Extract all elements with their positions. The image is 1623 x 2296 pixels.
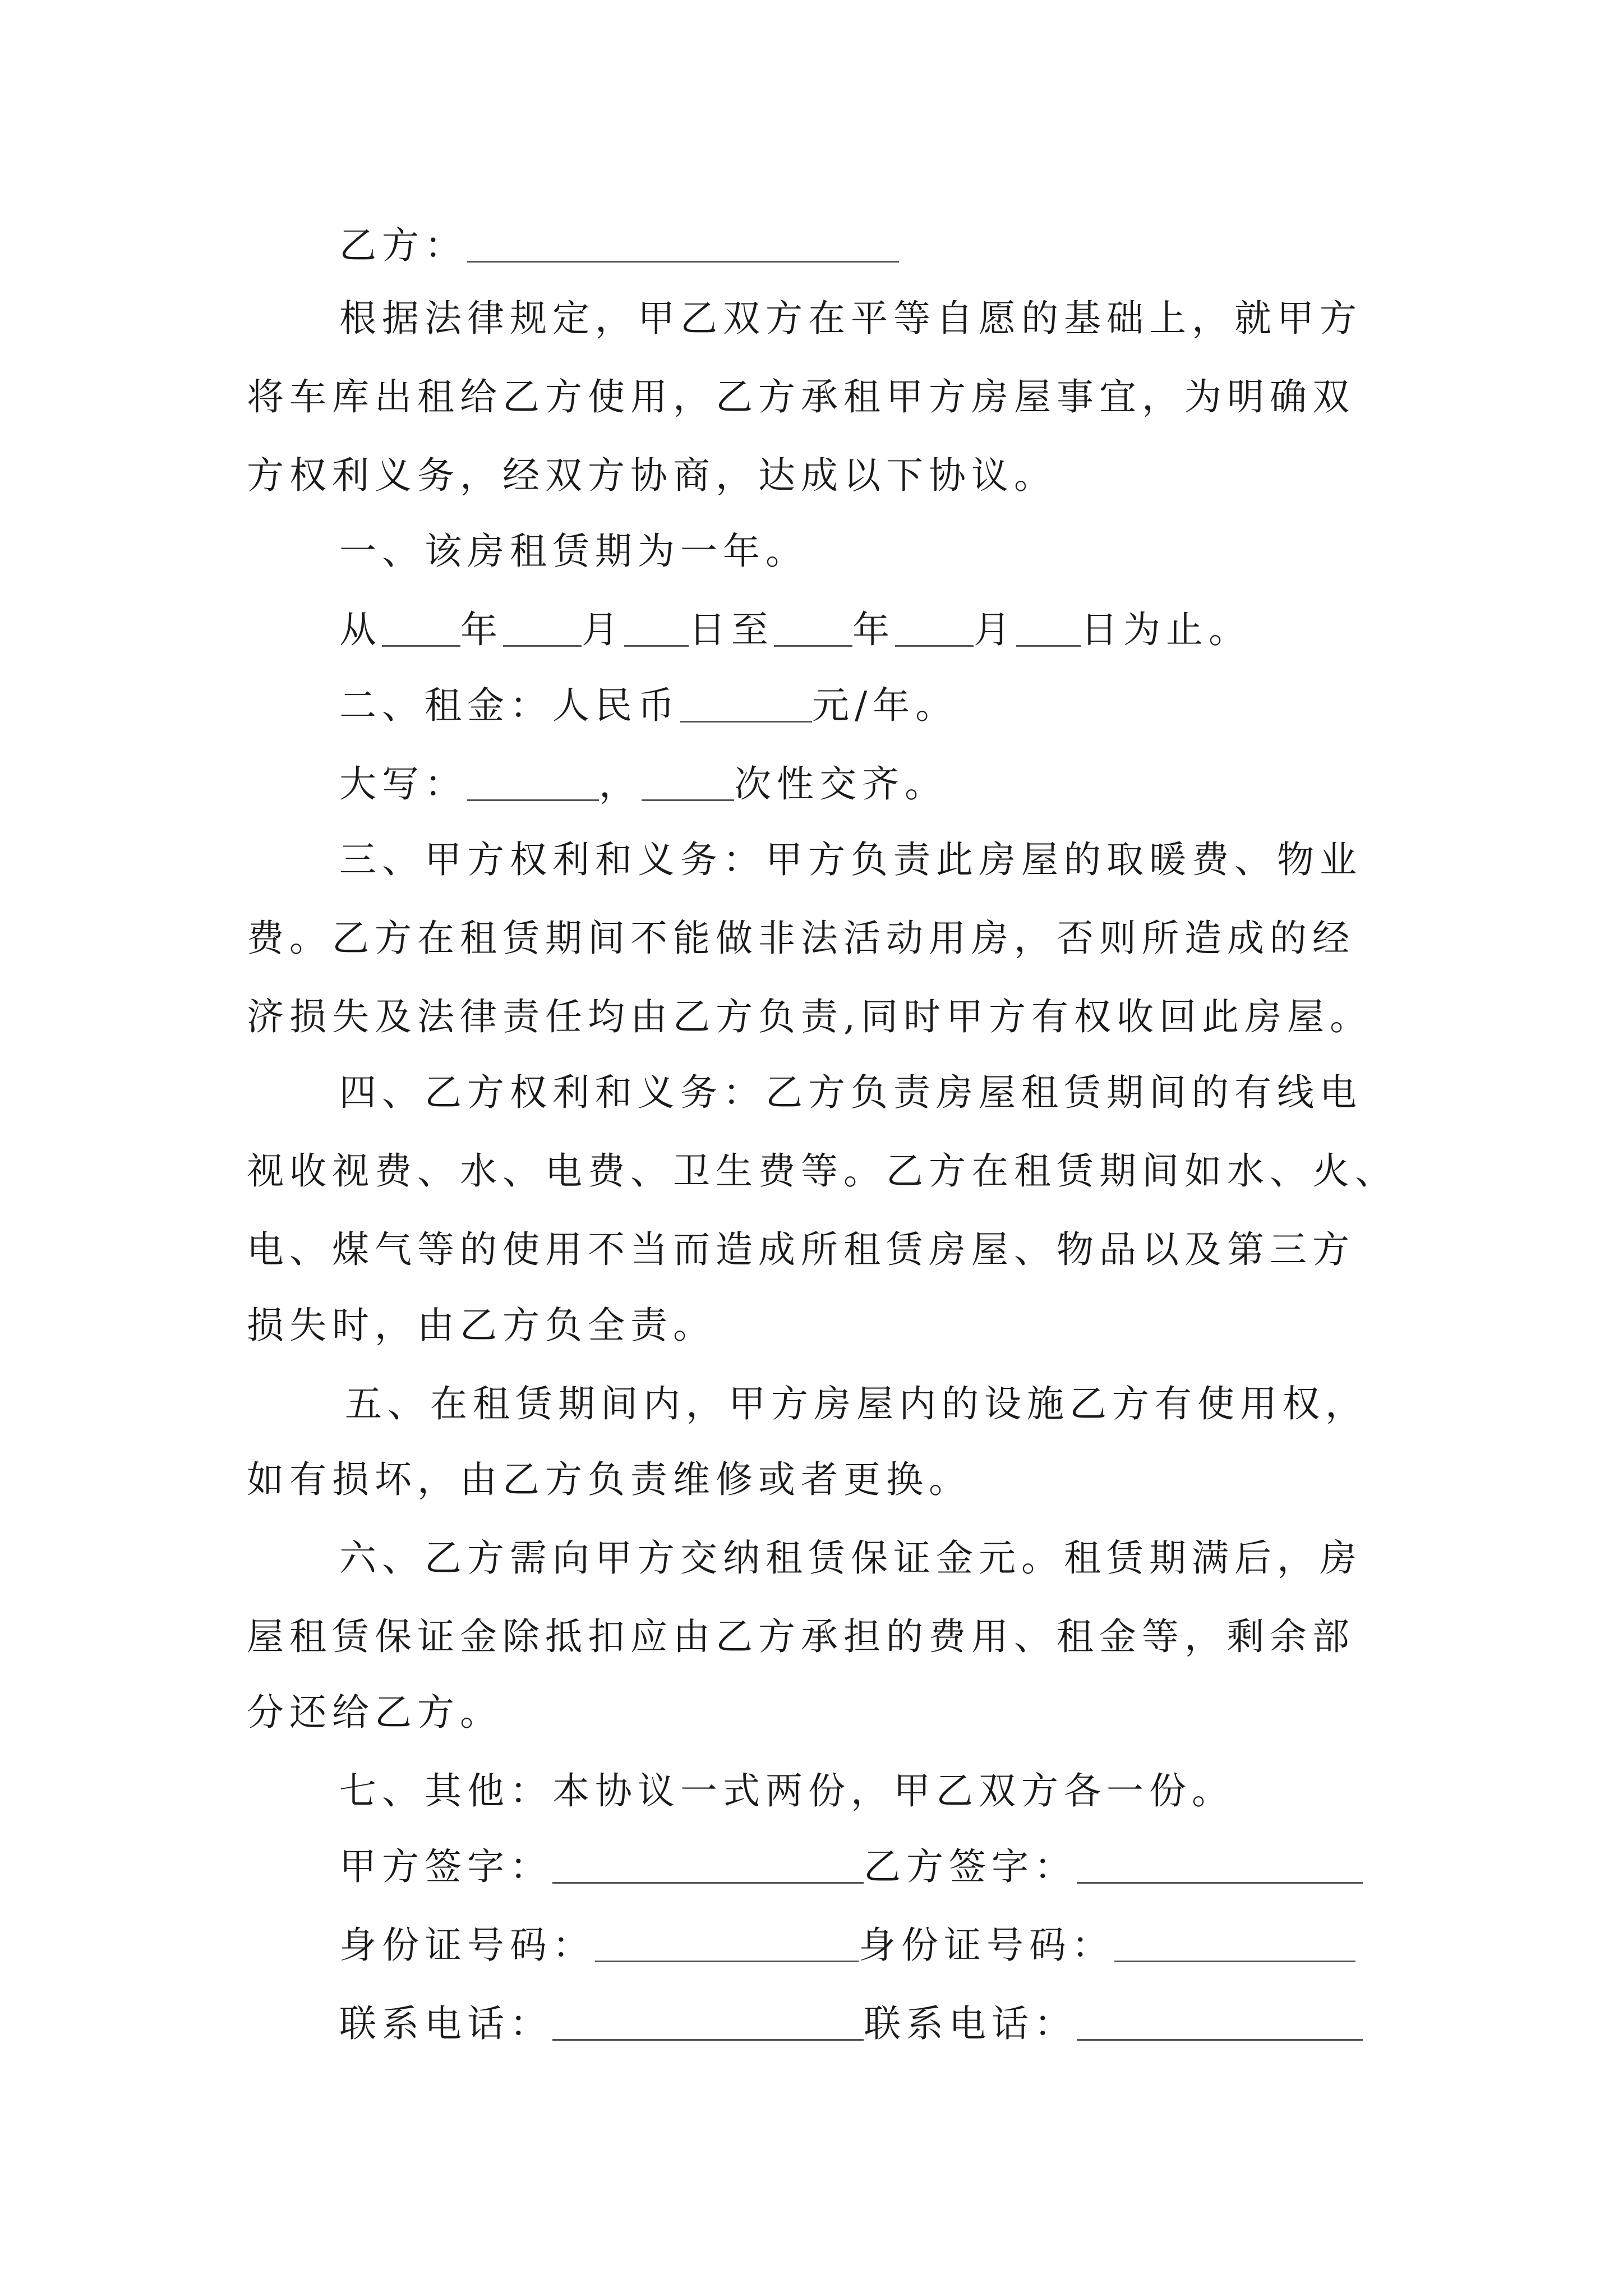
party-b-line [339, 219, 1506, 273]
clause4-line-2: 视收视费、水、电费、卫生费等。乙方在租赁期间如水、火、 [247, 1149, 1398, 1193]
start-day-blank[interactable] [624, 608, 689, 647]
party-b-phone-label: 联系电话： [864, 2002, 1077, 2045]
clause3-line-1: 三、甲方权利和义务：甲方负责此房屋的取暖费、物业 [339, 838, 1362, 881]
party-b-sign-blank[interactable] [1077, 1845, 1363, 1884]
clause3-line-2: 费。乙方在租赁期间不能做非法活动用房，否则所造成的经 [247, 917, 1355, 960]
party-b-id-blank[interactable] [1114, 1924, 1355, 1962]
party-a-sign-label: 甲方签字： [339, 1845, 552, 1888]
clause6-line-2: 屋租赁保证金除抵扣应由乙方承担的费用、租金等，剩余部 [247, 1615, 1355, 1658]
rent-suffix: 元/年。 [812, 684, 958, 727]
year-label: 年 [460, 608, 503, 651]
party-b-id-label: 身份证号码： [859, 1924, 1114, 1967]
rent-prefix: 二、租金：人民币 [339, 684, 680, 727]
party-b-blank[interactable] [467, 224, 899, 263]
clause4-line-1: 四、乙方权利和义务：乙方负责房屋租赁期间的有线电 [339, 1071, 1362, 1114]
month-label: 月 [582, 608, 624, 651]
once-label: 次性交齐。 [734, 762, 947, 806]
daxie-label: 大写： [339, 762, 467, 806]
rent-amount-blank[interactable] [680, 684, 812, 723]
party-b-label: 乙方： [339, 224, 467, 267]
from-label: 从 [339, 608, 382, 651]
id-number-row [339, 1918, 1506, 1972]
intro-line-2: 将车库出租给乙方使用，乙方承租甲方房屋事宜，为明确双 [247, 375, 1355, 418]
clause1-period-line [339, 603, 1506, 657]
end-month-blank[interactable] [895, 608, 974, 647]
party-a-id-label: 身份证号码： [339, 1924, 595, 1967]
year2-label: 年 [852, 608, 895, 651]
intro-line-1: 根据法律规定，甲乙双方在平等自愿的基础上，就甲方 [339, 297, 1362, 340]
intro-line-3: 方权利义务，经双方协商，达成以下协议。 [247, 454, 1057, 497]
signature-row [339, 1840, 1506, 1894]
clause1-title: 一、该房租赁期为一年。 [339, 530, 808, 573]
clause4-line-3: 电、煤气等的使用不当而造成所租赁房屋、物品以及第三方 [247, 1228, 1355, 1271]
clause2-rent-line [339, 679, 1506, 733]
end-day-blank[interactable] [1016, 608, 1081, 647]
start-year-blank[interactable] [382, 608, 460, 647]
party-b-sign-label: 乙方签字： [864, 1845, 1077, 1888]
phone-row [339, 1997, 1506, 2051]
clause6-line-1: 六、乙方需向甲方交纳租赁保证金元。租赁期满后，房 [339, 1536, 1362, 1580]
clause5-line-1: 五、在租赁期间内，甲方房屋内的设施乙方有使用权， [345, 1382, 1368, 1425]
party-a-sign-blank[interactable] [552, 1845, 864, 1884]
day-to-label: 日至 [689, 608, 774, 651]
clause5-line-2: 如有损坏，由乙方负责维修或者更换。 [247, 1458, 971, 1501]
day-end-label: 日为止。 [1081, 608, 1251, 651]
clause2-daxie-line [339, 757, 1506, 811]
clause7-line-1: 七、其他：本协议一式两份，甲乙双方各一份。 [339, 1769, 1234, 1812]
clause3-line-3: 济损失及法律责任均由乙方负责,同时甲方有权收回此房屋。 [247, 995, 1372, 1038]
daxie-comma: ， [599, 762, 642, 806]
month2-label: 月 [974, 608, 1016, 651]
end-year-blank[interactable] [774, 608, 852, 647]
clause4-line-4: 损失时，由乙方负全责。 [247, 1304, 716, 1347]
party-a-phone-blank[interactable] [552, 2002, 864, 2041]
daxie-blank[interactable] [467, 762, 599, 801]
party-a-id-blank[interactable] [595, 1924, 859, 1962]
times-blank[interactable] [642, 762, 734, 801]
party-a-phone-label: 联系电话： [339, 2002, 552, 2045]
clause6-line-3: 分还给乙方。 [247, 1691, 502, 1734]
start-month-blank[interactable] [503, 608, 582, 647]
party-b-phone-blank[interactable] [1077, 2002, 1363, 2041]
